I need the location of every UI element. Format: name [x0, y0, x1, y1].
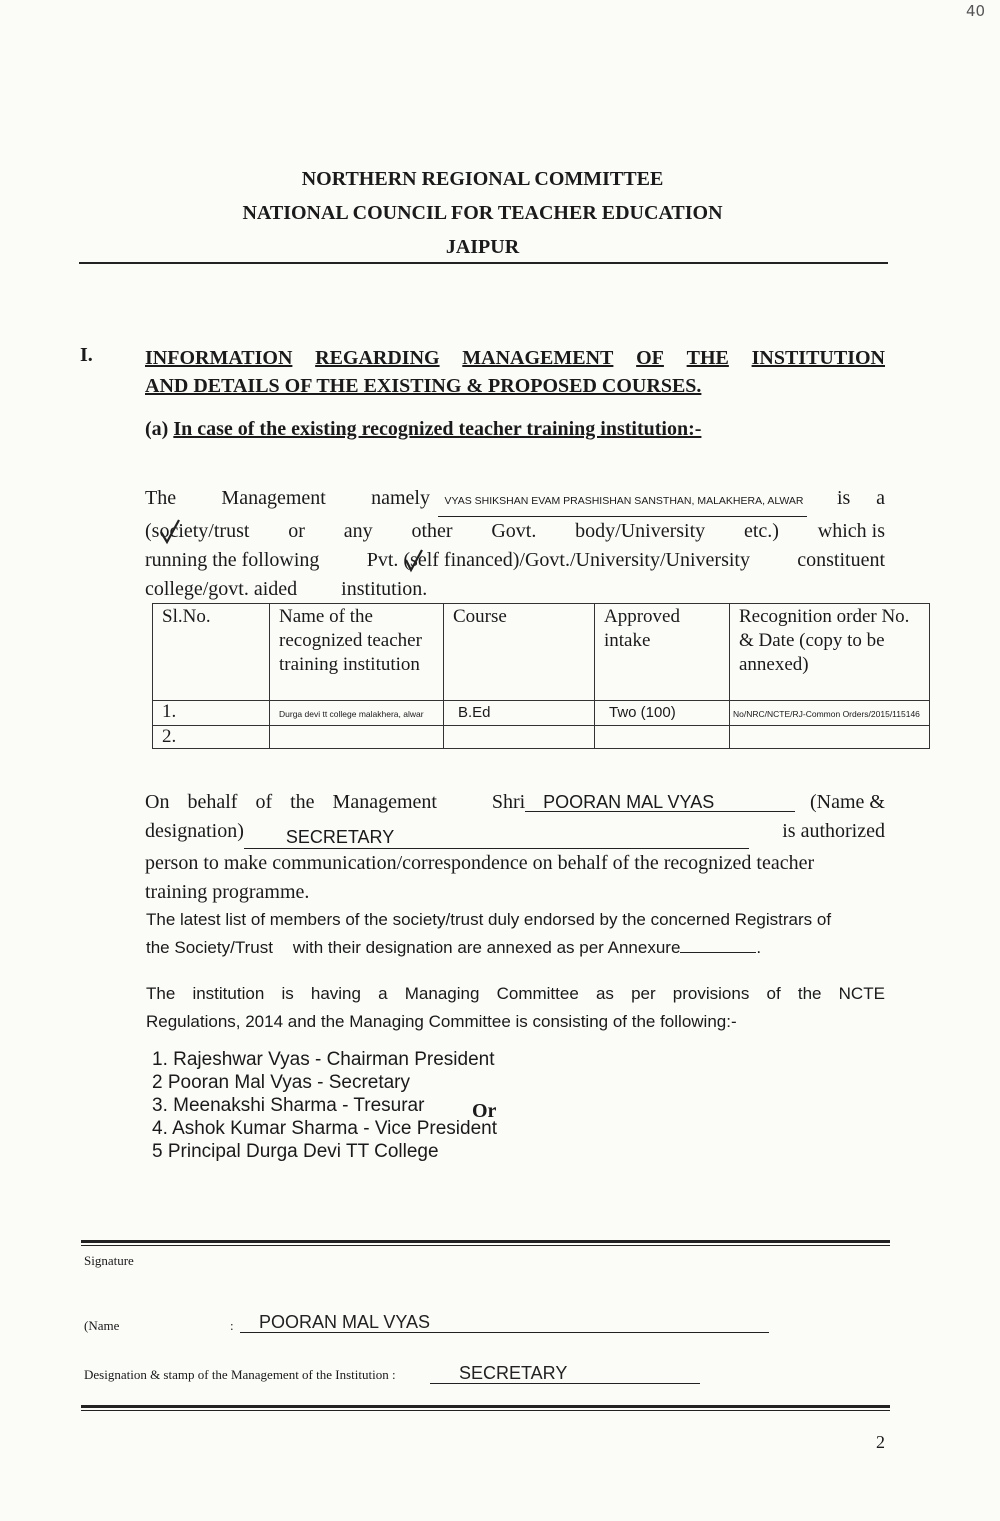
- committee-word: per: [631, 984, 656, 1003]
- table-header-row: [153, 604, 930, 701]
- row-recognition-order: [730, 726, 930, 749]
- title-word: OF: [636, 347, 664, 369]
- header-course: Course: [444, 604, 595, 701]
- committee-word: provisions: [672, 984, 750, 1003]
- committee-line1: [146, 980, 885, 1008]
- authorized-word: the: [290, 791, 315, 813]
- management-word: body/University: [575, 520, 706, 542]
- management-word: Management: [221, 487, 326, 509]
- signature-label: Signature: [84, 1253, 134, 1268]
- authorized-word: behalf: [187, 791, 238, 813]
- authorized-paragraph: [145, 788, 885, 907]
- committee-word: a: [378, 984, 388, 1003]
- management-line2: [145, 517, 885, 546]
- management-line3: [145, 546, 885, 575]
- management-word: Govt.: [491, 520, 537, 542]
- authorized-word: Management: [332, 791, 437, 813]
- section-title: [145, 344, 885, 400]
- check-mark-icon: [403, 546, 425, 574]
- committee-word: is: [281, 984, 294, 1003]
- management-word: running the following: [145, 549, 320, 571]
- management-word: other: [411, 520, 453, 542]
- title-word: INSTITUTION: [751, 347, 885, 369]
- subsection-prefix: (a): [145, 418, 169, 440]
- management-word: namely: [371, 487, 430, 509]
- committee-member-item: 1. Rajeshwar Vyas - Chairman President: [152, 1049, 495, 1070]
- committee-word: of: [766, 984, 781, 1003]
- header-sl-no: Sl.No.: [153, 604, 270, 701]
- header-city: JAIPUR: [445, 236, 520, 258]
- committee-word: institution: [192, 984, 265, 1003]
- signatory-designation-field: SECRETARY: [430, 1363, 700, 1384]
- committee-word: having: [310, 984, 361, 1003]
- committee-word: Committee: [496, 984, 579, 1003]
- signature-rule-bottom: [81, 1405, 890, 1408]
- header-committee: NORTHERN REGIONAL COMMITTEE: [301, 168, 664, 190]
- header-council: NATIONAL COUNCIL FOR TEACHER EDUCATION: [242, 202, 723, 224]
- name-label: (Name: [84, 1318, 120, 1333]
- committee-word: the: [797, 984, 822, 1003]
- management-word: etc.): [743, 520, 779, 542]
- title-word: INFORMATION: [145, 347, 293, 369]
- signature-rule-top: [81, 1240, 890, 1243]
- row-approved-intake: [595, 726, 730, 749]
- title-word: MANAGEMENT: [462, 347, 614, 369]
- management-word: Pvt. (self financed)/Govt./University/University: [366, 549, 750, 571]
- authorized-word: On: [145, 791, 170, 813]
- committee-member-item: 2 Pooran Mal Vyas - Secretary: [152, 1072, 411, 1093]
- management-word: is: [837, 487, 851, 509]
- designation-label: Designation & stamp of the Management of the Institution :: [84, 1367, 396, 1382]
- check-mark-icon: [158, 516, 182, 546]
- management-paragraph: [145, 484, 885, 604]
- title-word: REGARDING: [315, 347, 440, 369]
- row-course: B.Ed: [458, 704, 491, 721]
- row-recognition-order: No/NRC/NCTE/RJ-Common Orders/2015/115146: [733, 709, 920, 719]
- committee-word: as: [595, 984, 614, 1003]
- header-approved-intake: Approved intake: [595, 604, 730, 701]
- row-approved-intake: Two (100): [609, 704, 676, 721]
- committee-member-item: 3. Meenakshi Sharma - Tresurar: [152, 1095, 425, 1116]
- management-word: any: [343, 520, 373, 542]
- page-number: 2: [876, 1432, 885, 1452]
- row-course: [444, 726, 595, 749]
- name-colon: :: [230, 1318, 234, 1333]
- management-word: (society/trust: [145, 520, 250, 542]
- management-word: which is: [817, 520, 885, 542]
- committee-members-list: [152, 1048, 497, 1163]
- committee-word: NCTE: [838, 984, 885, 1003]
- management-word: The: [145, 487, 177, 509]
- society-name-field: VYAS SHIKSHAN EVAM PRASHISHAN SANSTHAN, MALAKHERA, ALWAR: [438, 487, 806, 517]
- subsection-heading: [145, 418, 701, 441]
- committee-word: The: [146, 984, 176, 1003]
- authorized-designation-field: SECRETARY: [244, 826, 749, 849]
- header-institution-name: Name of the recognized teacher training institution: [270, 604, 444, 701]
- management-word: or: [288, 520, 305, 542]
- authorized-line3: person to make communication/correspondence on behalf of the recognized teacher: [145, 852, 815, 874]
- table-row: [153, 726, 930, 749]
- signatory-name-field: POORAN MAL VYAS: [240, 1312, 769, 1333]
- management-line4: college/govt. aided institution.: [145, 578, 428, 600]
- institution-table: [152, 603, 930, 749]
- committee-member-item: 4. Ashok Kumar Sharma - Vice President: [152, 1118, 497, 1139]
- committee-word: Managing: [404, 984, 480, 1003]
- header-rule: [79, 262, 888, 264]
- row-sl-no: 2.: [153, 726, 270, 749]
- row-institution-name: Durga devi tt college malakhera, alwar: [279, 709, 424, 719]
- signature-rule-bottom-thin: [81, 1410, 890, 1411]
- title-word: THE: [686, 347, 729, 369]
- authorized-name-field: POORAN MAL VYAS: [525, 793, 795, 812]
- header-recognition-order: Recognition order No. & Date (copy to be annexed): [730, 604, 930, 701]
- subsection-title: In case of the existing recognized teacher training institution:-: [173, 418, 702, 440]
- row-institution-name: [270, 726, 444, 749]
- management-word: constituent: [797, 549, 885, 571]
- table-row: [153, 701, 930, 726]
- authorized-word: of: [255, 791, 273, 813]
- management-line1: [145, 484, 885, 517]
- management-word: a: [876, 487, 885, 509]
- authorized-line4: training programme.: [145, 881, 310, 903]
- committee-note: [146, 980, 885, 1036]
- corner-page-mark: 40: [966, 2, 986, 20]
- signature-rule-top-thin: [81, 1245, 890, 1246]
- authorized-line2: designation) SECRETARY is authorized: [145, 820, 885, 847]
- members-list-note: The latest list of members of the society/trust duly endorsed by the concerned Registrars of the Society/Trust with their designation are annexed as per Annexure .: [146, 910, 832, 957]
- row-sl-no: 1.: [153, 701, 270, 726]
- section-title-line1: [145, 344, 885, 372]
- section-title-line2: AND DETAILS OF THE EXISTING & PROPOSED COURSES.: [145, 375, 702, 397]
- section-number: I.: [80, 344, 93, 366]
- authorized-line1: On behalf of the Management Shri POORAN MAL VYAS (Name &: [145, 788, 885, 817]
- or-handwritten-mark: Or: [472, 1100, 497, 1122]
- annexure-blank: [680, 951, 756, 953]
- committee-line2: Regulations, 2014 and the Managing Committee is consisting of the following:-: [146, 1012, 737, 1031]
- committee-member-item: 5 Principal Durga Devi TT College: [152, 1141, 439, 1162]
